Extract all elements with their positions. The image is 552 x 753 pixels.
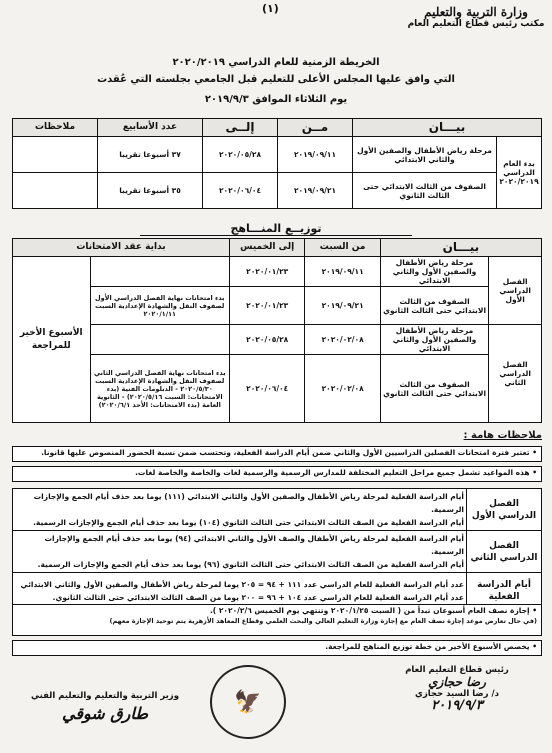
midyear-note: • إجازة نصف العام أسبوعان تبدأ من ( السبت ٢٠٢٠/١/٢٥ وتنتهي يوم الخميس ٢٠٢٠/٢/٦ ). (في حال تعارض موعد إجازة نصف العام مع إجازة وزارة التعليم العالي والبحث العلمي وقطاع المعاهد الأزهرية يتم توحيد الإجازة معهم) <box>12 604 542 636</box>
days-term2-text <box>13 531 467 573</box>
cth-to: إلى الخميس <box>229 239 304 257</box>
handwritten-date: ٢٠١٩/٩/٣ <box>431 698 483 713</box>
th-to: إلــى <box>203 119 278 137</box>
days-actual-line-2: عدد أيام الدراسة الفعلية للعام الدراسي عدد ١٠٤ + ٩٦ = ٢٠٠ يوما من الصف الثالث الابتدائي حتى الثالث الثانوي. <box>52 592 464 602</box>
start-row-1-from: ٢٠١٩/٠٩/١١ <box>278 137 353 173</box>
cur-row-3-exam <box>90 325 229 355</box>
eagle-emblem-icon: 🦅 <box>234 689 262 715</box>
th-weeks: عدد الأسابيع <box>98 119 203 137</box>
signature-left <box>10 690 200 723</box>
days-term1-label: الفصل الدراسي الأول <box>467 489 542 531</box>
notes-heading: ملاحظات هامة : <box>463 430 542 441</box>
ministry-name: وزارة التربية والتعليم <box>424 5 528 19</box>
cur-row-4-exam: بدء امتحانات نهاية الفصل الدراسي الثاني لصفوف النقل والشهادة الإعدادية السبت ٢٠٢٠/٥/٣٠ - الدبلومات الفنية (بدء الامتحانات: السبت ٢٠٢٠/٥/١٦) - الثانوية العامة (بدء الامتحانات: الأحد ٢٠٢٠/٦/١) <box>90 355 229 423</box>
review-note: الأسبوع الأخير للمراجعة <box>13 257 91 423</box>
cth-statement: بيـــان <box>380 239 541 257</box>
curriculum-table <box>12 238 542 423</box>
days-term2-line-1: أيام الدراسة الفعلية لمرحلة رياض الأطفال والصف الأول والثاني الابتدائي (٩٤) يوما بعد حذف أيام الجمع والإجازات الرسمية. <box>44 534 464 556</box>
bullet-icon: • <box>529 468 537 477</box>
start-row-1-to: ٢٠٢٠/٠٥/٢٨ <box>203 137 278 173</box>
note-item-2: • هذه المواعيد تشمل جميع مراحل التعليم المختلفة للمدارس الرسمية والرسمية لغات والخاصة والخاصة لغات. <box>12 466 542 482</box>
distribution-heading: توزيــع المنـــاهج <box>140 222 412 236</box>
left-handwritten-signature: طارق شوقي <box>62 704 148 723</box>
note-item-1: • تعتبر فترة امتحانات الفصلين الدراسيين الأول والثاني ضمن أيام الدراسة الفعلية، وتحتسب ضمن نسبة الحضور المنصوص عليها قانونا. <box>12 446 542 462</box>
start-row-2-desc: الصفوف من الثالث الابتدائي حتى الثالث الثانوي <box>353 173 497 209</box>
start-group-label: بدء العام الدراسي ٢٠٢٠/٢٠١٩ <box>497 137 542 209</box>
start-row-2-to: ٢٠٢٠/٠٦/٠٤ <box>203 173 278 209</box>
days-term1-text <box>13 489 467 531</box>
bullet-icon: • <box>529 606 537 615</box>
cur-row-1-exam <box>90 257 229 287</box>
letterhead <box>406 6 546 30</box>
cur-row-2-to: ٢٠٢٠/٠١/٢٣ <box>229 287 304 325</box>
days-term2-line-2: أيام الدراسة الفعلية من الصف الثالث الابتدائي حتى الثالث الثانوي (٩٦) يوما بعد حذف أيام الجمع والإجازات الرسمية. <box>37 560 464 569</box>
cth-exams: بداية عقد الامتحانات <box>13 239 230 257</box>
th-from: مــن <box>278 119 353 137</box>
cur-row-4-to: ٢٠٢٠/٠٦/٠٤ <box>229 355 304 423</box>
title-line-3: يوم الثلاثاء الموافق ٢٠١٩/٩/٣ <box>204 94 348 105</box>
days-term1-line-2: أيام الدراسة الفعلية من الصف الثالث الابتدائي حتى الثالث الثانوي (١٠٤) يوما بعد حذف أيام الجمع والإجازات الرسمية. <box>33 518 464 527</box>
start-row-2-weeks: ٣٥ أسبوعا تقريبا <box>98 173 203 209</box>
term2-label: الفصل الدراسي الثاني <box>489 325 542 423</box>
study-days-table <box>12 488 542 609</box>
title-line-1: الخريطة الزمنية للعام الدراسي ٢٠٢٠/٢٠١٩ <box>172 57 380 68</box>
th-notes: ملاحظات <box>13 119 98 137</box>
review-week-note: • يخصص الأسبوع الأخير من خطة توزيع المناهج للمراجعة. <box>12 640 542 656</box>
cur-row-2-exam: بدء امتحانات نهاية الفصل الدراسي الأول لصفوف النقل والشهادة الإعدادية السبت ٢٠٢٠/١/١١ <box>90 287 229 325</box>
page-number: (١) <box>262 2 279 15</box>
midyear-subnote: (في حال تعارض موعد إجازة نصف العام مع إجازة وزارة التعليم العالي والبحث العلمي وقطاع المعاهد الأزهرية يتم توحيد الإجازة معهم) <box>109 617 537 625</box>
left-signatory-title: وزير التربية والتعليم والتعليم الفني <box>31 691 179 701</box>
start-row-2-from: ٢٠١٩/٠٩/٢١ <box>278 173 353 209</box>
cur-row-4-desc: الصفوف من الثالث الابتدائي حتى الثالث الثانوي <box>380 355 488 423</box>
days-actual-label: أيام الدراسة الفعلية <box>467 573 542 609</box>
right-handwritten-signature: رضا حجازي <box>428 675 486 689</box>
office-name: مكتب رئيس قطاع التعليم العام <box>407 19 545 29</box>
right-signatory-name: د/ رضا السيد حجازي <box>415 689 499 699</box>
cur-row-3-from: ٢٠٢٠/٠٢/٠٨ <box>305 325 380 355</box>
cur-row-1-from: ٢٠١٩/٠٩/١١ <box>305 257 380 287</box>
cur-row-3-to: ٢٠٢٠/٠٥/٢٨ <box>229 325 304 355</box>
right-signatory-title: رئيس قطاع التعليم العام <box>405 665 509 675</box>
cth-from: من السبت <box>305 239 380 257</box>
days-term2-label: الفصل الدراسي الثاني <box>467 531 542 573</box>
days-term1-line-1: أيام الدراسة الفعلية لمرحلة رياض الأطفال والصفين الأول والثاني الابتدائي (١١١) يوما بعد حذف أيام الجمع والإجازات الرسمية. <box>33 492 464 514</box>
cur-row-1-desc: مرحلة رياض الأطفال والصفين الأول والثاني الابتدائي <box>380 257 488 287</box>
start-row-2-notes <box>13 173 98 209</box>
cur-row-2-from: ٢٠١٩/٠٩/٢١ <box>305 287 380 325</box>
signature-right <box>372 664 542 712</box>
days-actual-line-1: عدد أيام الدراسة الفعلية للعام الدراسي عدد ١١١ + ٩٤ = ٢٠٥ يوما لمرحلة رياض الأطفال والصفين الأول والثاني الابتدائي <box>20 579 464 589</box>
start-year-table <box>12 118 542 209</box>
bullet-icon: • <box>529 448 537 457</box>
start-row-1-weeks: ٣٧ أسبوعا تقريبا <box>98 137 203 173</box>
start-row-1-desc: مرحلة رياض الأطفال والصفين الأول والثاني الابتدائي <box>353 137 497 173</box>
cur-row-3-desc: مرحلة رياض الأطفال والصفين الأول والثاني الابتدائي <box>380 325 488 355</box>
th-statement: بيـــان <box>353 119 542 137</box>
bullet-icon: • <box>529 642 537 651</box>
official-stamp <box>210 665 286 739</box>
start-row-1-notes <box>13 137 98 173</box>
title-line-2: التي وافق عليها المجلس الأعلى للتعليم قبل الجامعي بجلسته التي عُقدت <box>97 74 455 85</box>
cur-row-1-to: ٢٠٢٠/٠١/٢٣ <box>229 257 304 287</box>
cur-row-2-desc: الصفوف من الثالث الابتدائي حتى الثالث الثانوي <box>380 287 488 325</box>
cur-row-4-from: ٢٠٢٠/٠٢/٠٨ <box>305 355 380 423</box>
term1-label: الفصل الدراسي الأول <box>489 257 542 325</box>
